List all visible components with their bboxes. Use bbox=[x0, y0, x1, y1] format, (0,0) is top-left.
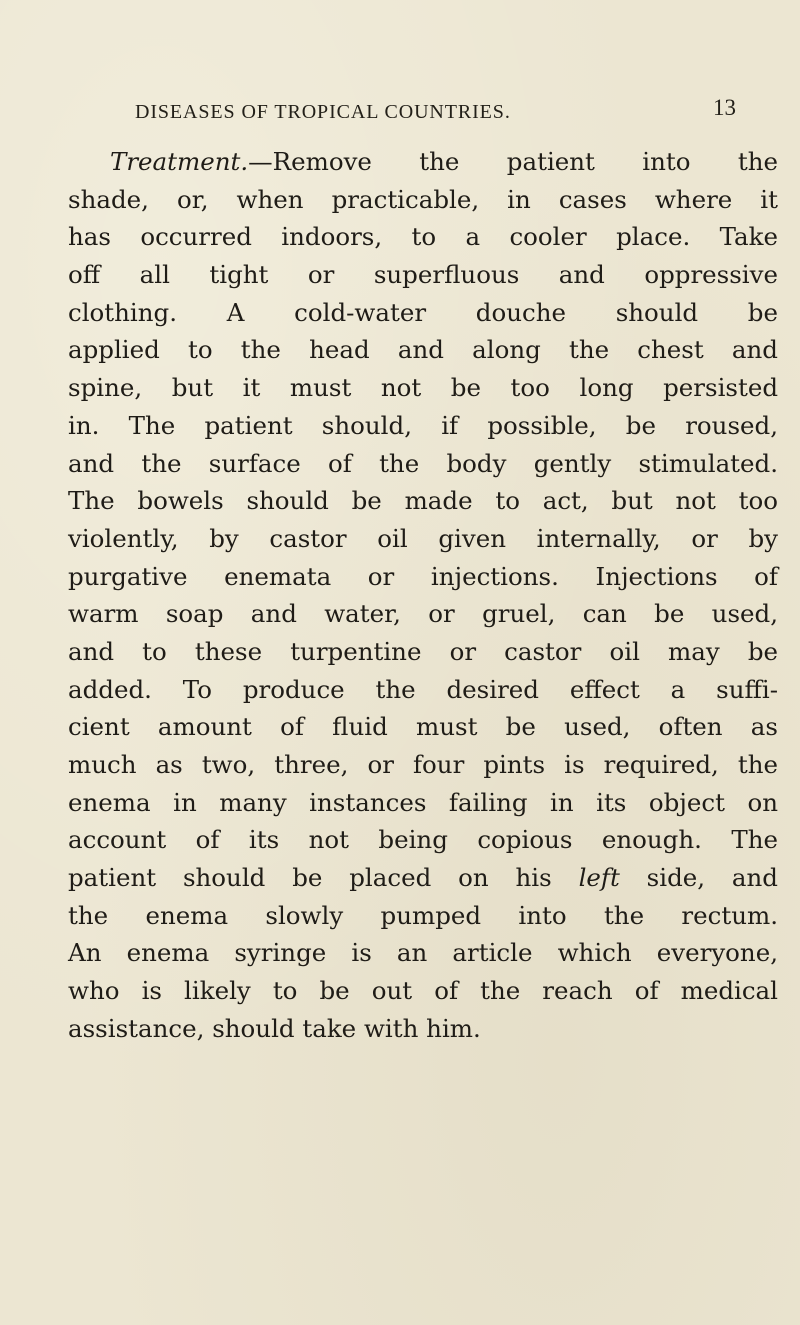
text-line: warm soap and water, or gruel, can be used, bbox=[68, 599, 778, 629]
text-line: account of its not being copious enough. The bbox=[68, 825, 778, 855]
text-line: and the surface of the body gently stimulated. bbox=[68, 448, 778, 478]
text-line: shade, or, when practicable, in cases where it bbox=[68, 184, 778, 214]
text-line: who is likely to be out of the reach of medical bbox=[68, 976, 778, 1006]
text-line: enema in many instances failing in its object on bbox=[68, 787, 778, 817]
text-line: purgative enemata or injections. Injections of bbox=[68, 561, 778, 591]
emphasis-left: left bbox=[578, 863, 620, 893]
running-title: DISEASES OF TROPICAL COUNTRIES. bbox=[135, 101, 511, 123]
text-line-fragment: side, and bbox=[646, 863, 778, 893]
text-line: off all tight or superfluous and oppressive bbox=[68, 260, 778, 290]
text-line bbox=[68, 859, 778, 897]
page-number: 13 bbox=[713, 95, 736, 120]
body-text bbox=[68, 143, 778, 1048]
text-line: much as two, three, or four pints is required, the bbox=[68, 750, 778, 779]
treatment-heading: Treatment. bbox=[110, 147, 249, 176]
text-line: applied to the head and along the chest and bbox=[68, 335, 778, 365]
text-line: in. The patient should, if possible, be roused, bbox=[68, 410, 778, 440]
text-line bbox=[68, 143, 778, 181]
text-line: spine, but it must not be too long persisted bbox=[68, 373, 778, 403]
text-line-fragment: patient should be placed on his bbox=[68, 863, 552, 893]
text-line-last: assistance, should take with him. bbox=[68, 1013, 481, 1043]
text-line: violently, by castor oil given internally, or by bbox=[68, 523, 778, 553]
text-line: the enema slowly pumped into the rectum. bbox=[68, 900, 778, 930]
text-line: The bowels should be made to act, but not too bbox=[68, 486, 778, 516]
text-line-fragment: —Remove the patient into the bbox=[248, 147, 778, 176]
text-line: has occurred indoors, to a cooler place. Take bbox=[68, 222, 778, 252]
text-line: and to these turpentine or castor oil may be bbox=[68, 636, 778, 666]
text-line: clothing. A cold-water douche should be bbox=[68, 297, 778, 327]
text-line: added. To produce the desired effect a suffi- bbox=[68, 674, 778, 704]
text-line: An enema syringe is an article which everyone, bbox=[68, 938, 778, 968]
text-line: cient amount of fluid must be used, often as bbox=[68, 712, 778, 742]
